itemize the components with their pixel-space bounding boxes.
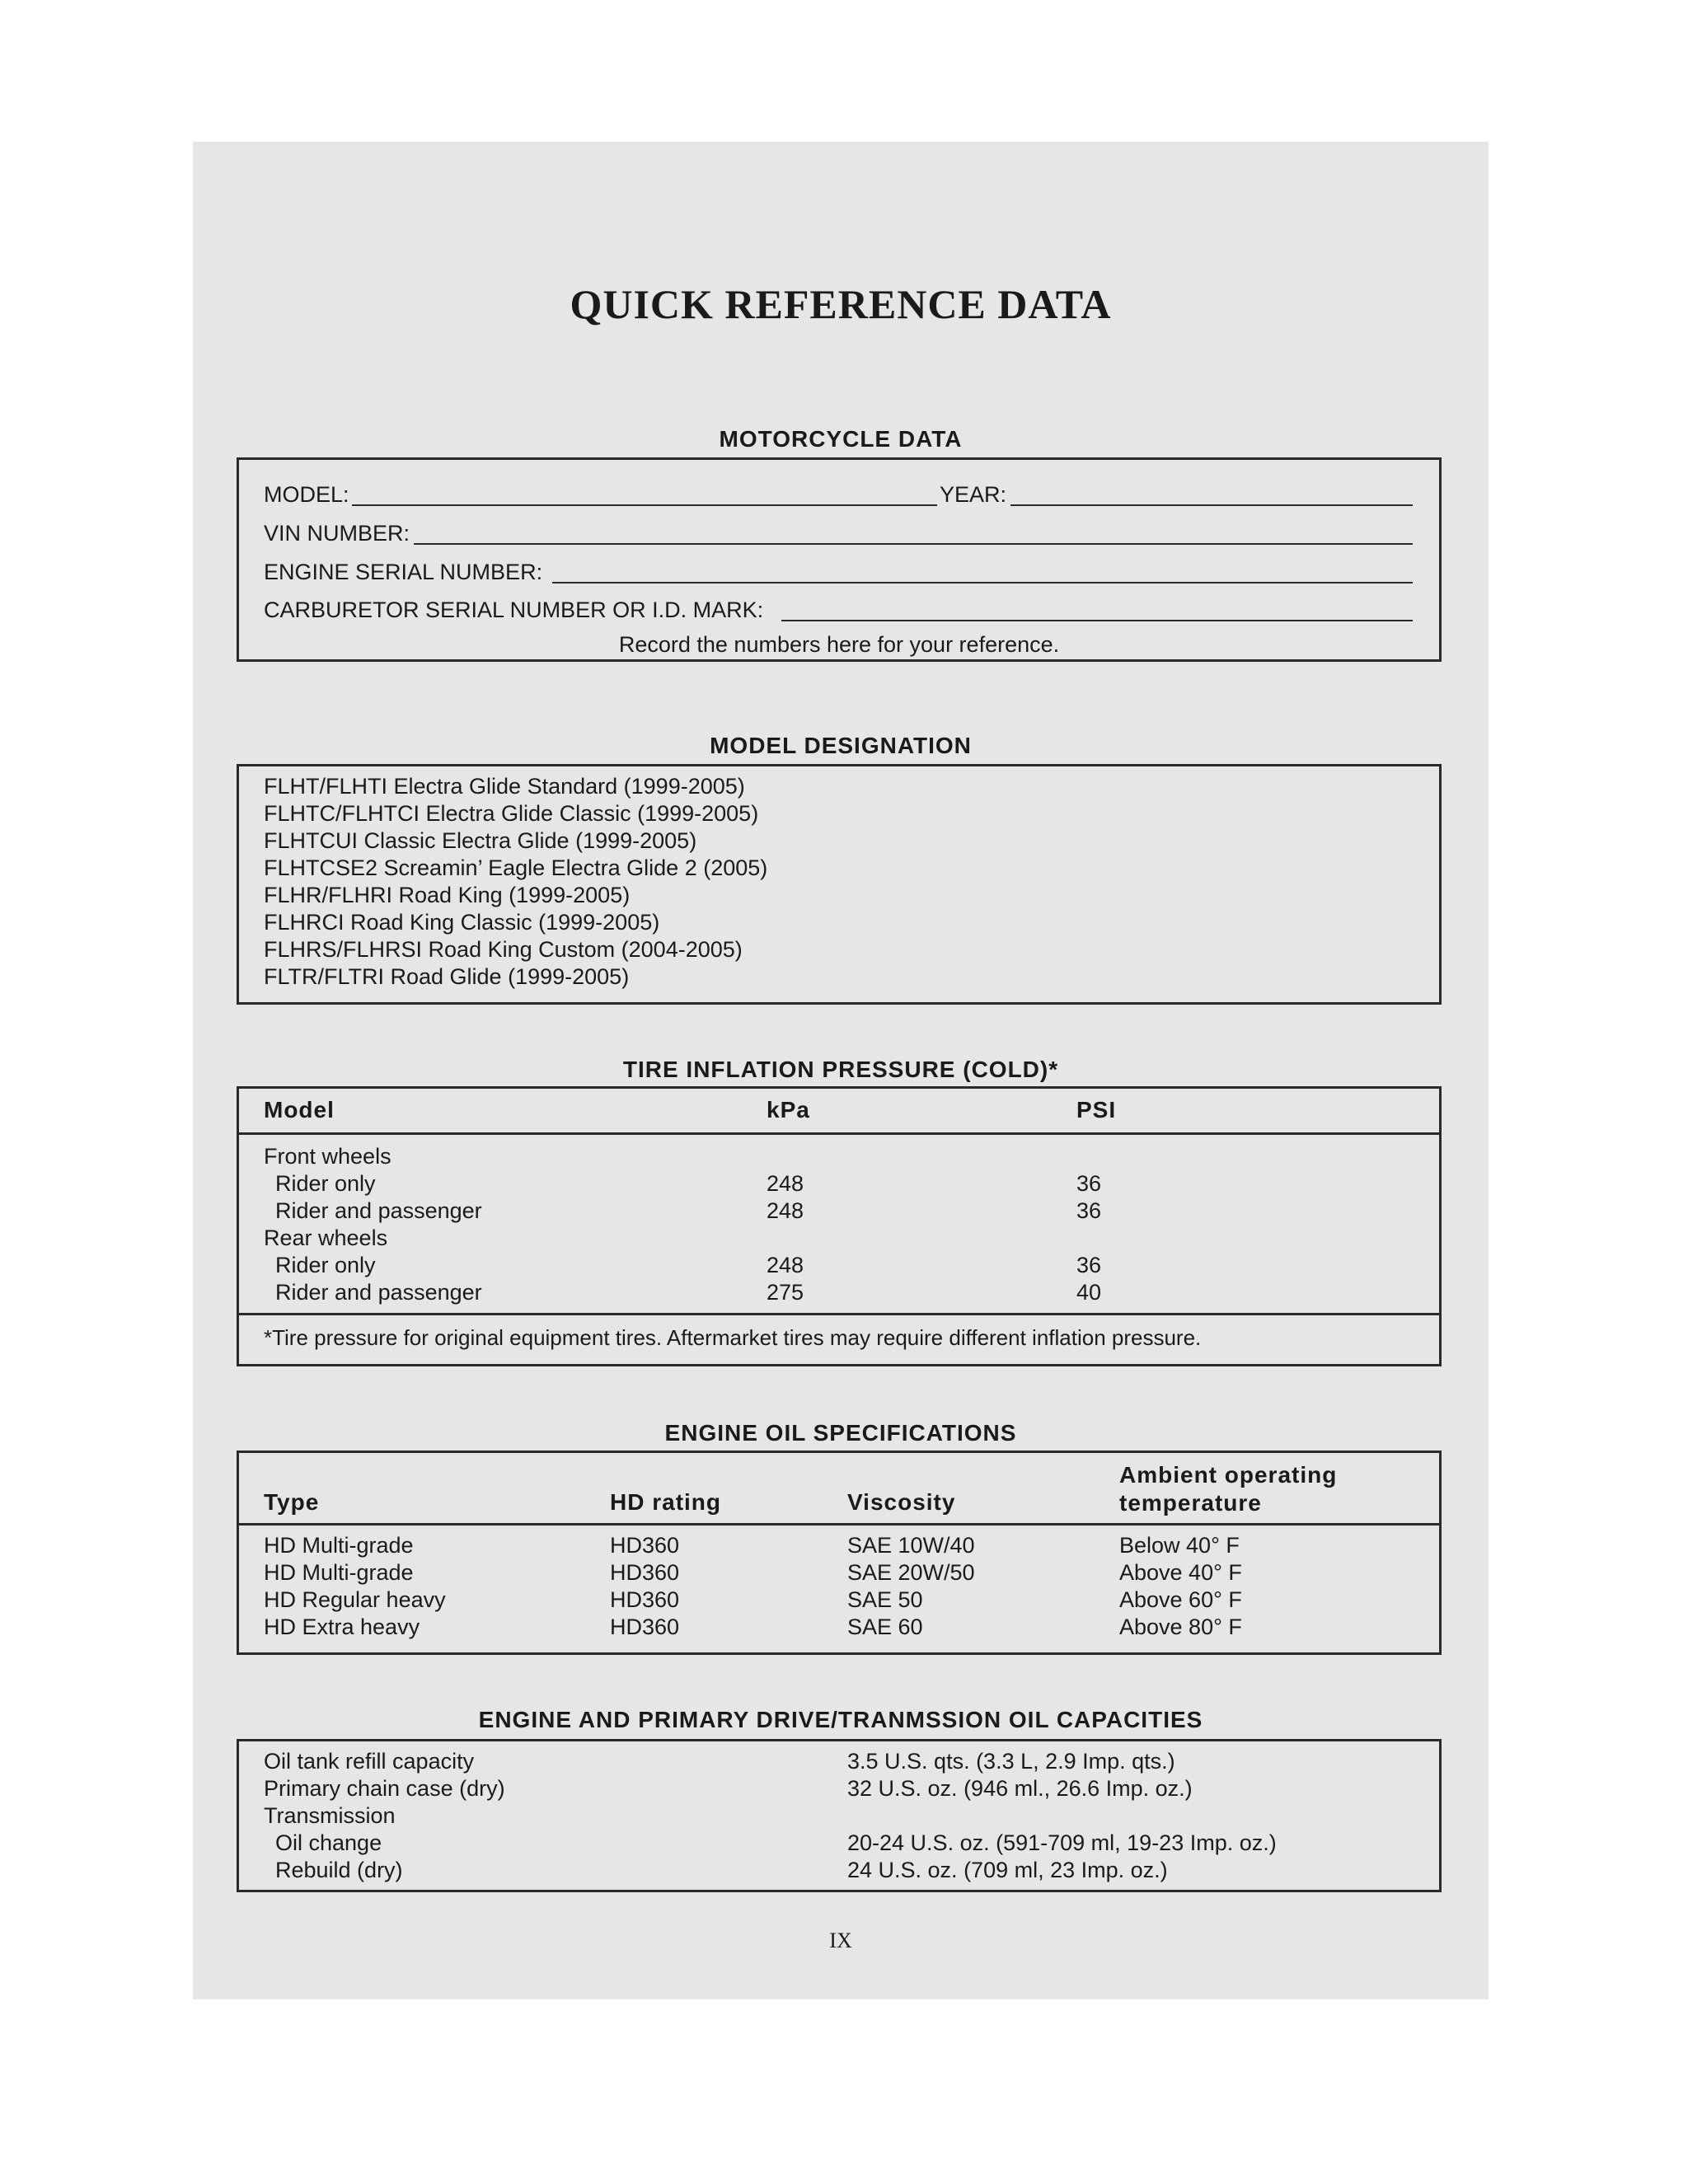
table-row-label: Front wheels	[264, 1144, 392, 1169]
record-note: Record the numbers here for your reference.	[618, 632, 1060, 657]
table-cell: 3.5 U.S. qts. (3.3 L, 2.9 Imp. qts.)	[847, 1749, 1175, 1774]
table-cell: 36	[1076, 1253, 1102, 1277]
table-cell: SAE 60	[847, 1615, 923, 1639]
table-cell	[1076, 1225, 1101, 1252]
carburetor-label: CARBURETOR SERIAL NUMBER OR I.D. MARK:	[264, 598, 764, 622]
capacities-table	[237, 1739, 1442, 1892]
table-row-label: Rebuild (dry)	[275, 1858, 403, 1882]
tire-pressure-table	[237, 1086, 1442, 1366]
table-cell: SAE 20W/50	[847, 1560, 975, 1585]
list-item: FLHRCI Road King Classic (1999-2005)	[264, 910, 660, 935]
list-item: FLHT/FLHTI Electra Glide Standard (1999-2005)	[264, 774, 745, 799]
oil-viscosity-column	[847, 1532, 975, 1641]
col-header-hd-rating: HD rating	[610, 1489, 721, 1515]
table-cell	[767, 1143, 804, 1170]
table-cell	[1076, 1143, 1101, 1170]
oil-temp-column	[1119, 1532, 1242, 1641]
reference-page	[193, 142, 1489, 1999]
table-cell: 248	[767, 1171, 804, 1196]
table-cell: Above 40° F	[1119, 1560, 1242, 1585]
capacity-value-column	[847, 1748, 1277, 1884]
motorcycle-data-heading: MOTORCYCLE DATA	[719, 426, 963, 452]
tire-pressure-heading: TIRE INFLATION PRESSURE (COLD)*	[622, 1057, 1059, 1082]
table-cell: SAE 10W/40	[847, 1533, 975, 1558]
col-header-kpa: kPa	[767, 1097, 810, 1122]
table-cell: 248	[767, 1198, 804, 1223]
model-list	[264, 773, 767, 991]
table-cell: SAE 50	[847, 1587, 923, 1612]
col-header-viscosity: Viscosity	[847, 1489, 956, 1515]
table-cell: 36	[1076, 1171, 1102, 1196]
table-cell: HD360	[610, 1560, 680, 1585]
engine-serial-field-line[interactable]	[552, 582, 1413, 583]
table-row-label: Rear wheels	[264, 1226, 388, 1250]
col-header-ambient-temp: Ambient operating temperature	[1119, 1462, 1338, 1516]
vin-field-line[interactable]	[414, 543, 1413, 545]
list-item: FLHTCUI Classic Electra Glide (1999-2005)	[264, 828, 697, 853]
footnote-divider	[239, 1313, 1439, 1315]
table-cell: 24 U.S. oz. (709 ml, 23 Imp. oz.)	[847, 1858, 1168, 1882]
tire-kpa-column	[767, 1143, 804, 1306]
page-title: QUICK REFERENCE DATA	[570, 281, 1112, 327]
table-cell	[767, 1225, 804, 1252]
list-item: FLHTCSE2 Screamin’ Eagle Electra Glide 2 (2005)	[264, 855, 768, 880]
year-label: YEAR:	[940, 482, 1007, 507]
model-designation-heading: MODEL DESIGNATION	[710, 733, 972, 758]
table-cell: Below 40° F	[1119, 1533, 1240, 1558]
list-item: FLHTC/FLHTCI Electra Glide Classic (1999-2005)	[264, 801, 759, 826]
oil-type-column	[264, 1532, 446, 1641]
table-cell: HD360	[610, 1587, 680, 1612]
list-item: FLHRS/FLHRSI Road King Custom (2004-2005)	[264, 937, 743, 962]
engine-serial-label: ENGINE SERIAL NUMBER:	[264, 560, 543, 584]
motorcycle-data-box	[237, 457, 1442, 662]
table-cell: 20-24 U.S. oz. (591-709 ml, 19-23 Imp. oz.)	[847, 1830, 1277, 1855]
table-row-label: Rider only	[275, 1171, 376, 1196]
header-divider	[239, 1523, 1439, 1526]
table-cell: 36	[1076, 1198, 1102, 1223]
table-cell: HD Multi-grade	[264, 1560, 414, 1585]
capacity-label-column	[264, 1748, 505, 1884]
oil-rating-column	[610, 1532, 679, 1641]
page-number: IX	[829, 1929, 852, 1952]
vin-label: VIN NUMBER:	[264, 521, 410, 546]
model-label: MODEL:	[264, 482, 349, 507]
table-cell: HD360	[610, 1615, 680, 1639]
col-header-psi: PSI	[1076, 1097, 1117, 1122]
capacities-heading: ENGINE AND PRIMARY DRIVE/TRANMSSION OIL CAPACITIES	[478, 1707, 1203, 1732]
engine-oil-table	[237, 1451, 1442, 1655]
table-row-label: Rider and passenger	[275, 1198, 482, 1223]
col-header-type: Type	[264, 1489, 320, 1515]
table-cell: 248	[767, 1253, 804, 1277]
table-row-label: Oil change	[275, 1830, 382, 1855]
tire-psi-column	[1076, 1143, 1101, 1306]
table-cell: 40	[1076, 1280, 1102, 1305]
table-cell: HD Extra heavy	[264, 1615, 420, 1639]
col-header-model: Model	[264, 1097, 335, 1122]
tire-model-column	[264, 1143, 482, 1306]
list-item: FLHR/FLHRI Road King (1999-2005)	[264, 883, 631, 907]
table-cell: HD Multi-grade	[264, 1533, 414, 1558]
table-cell: 32 U.S. oz. (946 ml., 26.6 Imp. oz.)	[847, 1776, 1193, 1801]
engine-oil-heading: ENGINE OIL SPECIFICATIONS	[664, 1420, 1017, 1446]
list-item: FLTR/FLTRI Road Glide (1999-2005)	[264, 964, 630, 989]
table-row-label: Primary chain case (dry)	[264, 1776, 505, 1801]
header-divider	[239, 1132, 1439, 1135]
table-cell: HD Regular heavy	[264, 1587, 446, 1612]
table-cell: HD360	[610, 1533, 680, 1558]
year-field-line[interactable]	[1010, 504, 1413, 506]
model-field-line[interactable]	[352, 504, 937, 506]
table-cell	[847, 1802, 1277, 1830]
tire-footnote: *Tire pressure for original equipment tires. Aftermarket tires may require different inflation pressure.	[264, 1325, 1202, 1350]
table-row-label: Rider only	[275, 1253, 376, 1277]
table-row-label: Rider and passenger	[275, 1280, 482, 1305]
carburetor-field-line[interactable]	[781, 620, 1413, 621]
table-row-label: Oil tank refill capacity	[264, 1749, 475, 1774]
table-cell: Above 60° F	[1119, 1587, 1242, 1612]
table-row-label: Transmission	[264, 1803, 396, 1828]
table-cell: 275	[767, 1280, 804, 1305]
table-cell: Above 80° F	[1119, 1615, 1242, 1639]
model-designation-box	[237, 764, 1442, 1005]
